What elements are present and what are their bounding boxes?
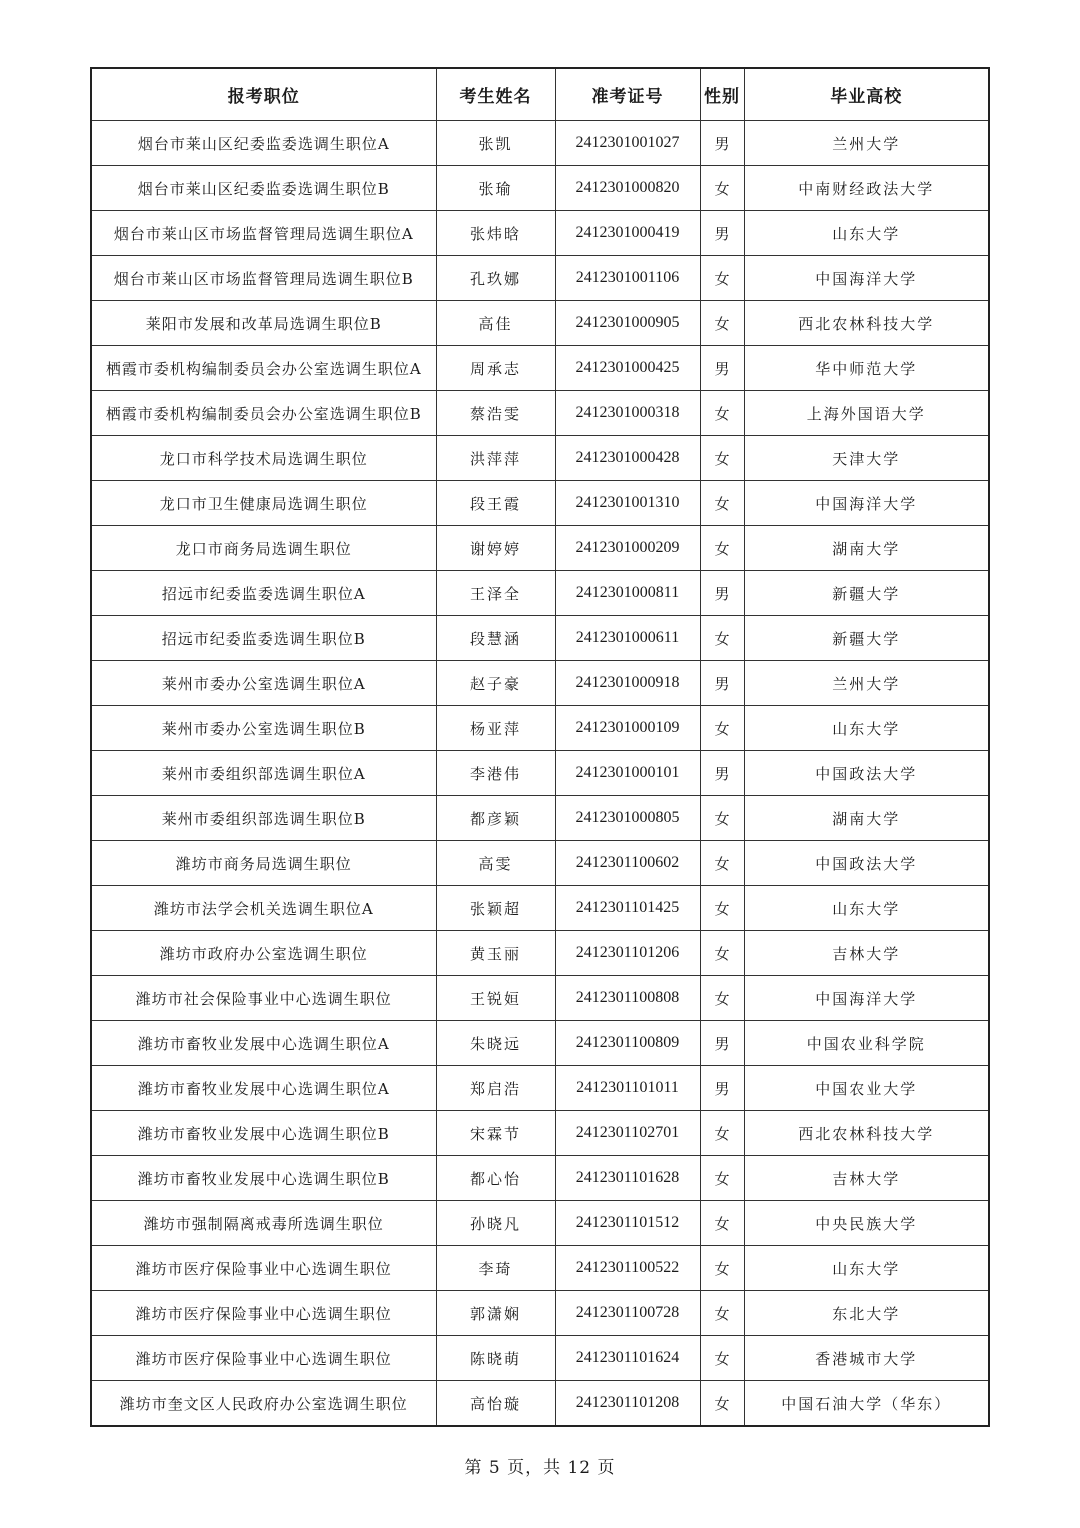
cell-exam-id: 2412301101208 bbox=[555, 1381, 700, 1427]
cell-candidate-name: 王锐姮 bbox=[436, 976, 555, 1021]
cell-candidate-name: 张瑜 bbox=[436, 166, 555, 211]
cell-exam-id: 2412301000101 bbox=[555, 751, 700, 796]
cell-exam-id: 2412301001106 bbox=[555, 256, 700, 301]
cell-school: 东北大学 bbox=[744, 1291, 989, 1336]
cell-school: 上海外国语大学 bbox=[744, 391, 989, 436]
cell-school: 中国政法大学 bbox=[744, 751, 989, 796]
table-row bbox=[91, 346, 989, 391]
table-row bbox=[91, 436, 989, 481]
cell-candidate-name: 郑启浩 bbox=[436, 1066, 555, 1111]
cell-school: 山东大学 bbox=[744, 211, 989, 256]
cell-candidate-name: 高雯 bbox=[436, 841, 555, 886]
cell-position: 栖霞市委机构编制委员会办公室选调生职位A bbox=[91, 346, 436, 391]
cell-exam-id: 2412301000419 bbox=[555, 211, 700, 256]
cell-gender: 男 bbox=[700, 346, 744, 391]
cell-school: 山东大学 bbox=[744, 706, 989, 751]
cell-school: 中央民族大学 bbox=[744, 1201, 989, 1246]
cell-candidate-name: 谢婷婷 bbox=[436, 526, 555, 571]
cell-exam-id: 2412301100808 bbox=[555, 976, 700, 1021]
table-row bbox=[91, 1201, 989, 1246]
cell-candidate-name: 段慧涵 bbox=[436, 616, 555, 661]
cell-gender: 男 bbox=[700, 211, 744, 256]
table-row bbox=[91, 796, 989, 841]
cell-gender: 女 bbox=[700, 481, 744, 526]
cell-gender: 女 bbox=[700, 796, 744, 841]
cell-position: 莱州市委组织部选调生职位B bbox=[91, 796, 436, 841]
cell-exam-id: 2412301001310 bbox=[555, 481, 700, 526]
header-name: 考生姓名 bbox=[436, 68, 555, 121]
cell-school: 吉林大学 bbox=[744, 931, 989, 976]
cell-school: 新疆大学 bbox=[744, 616, 989, 661]
cell-exam-id: 2412301100602 bbox=[555, 841, 700, 886]
table-row bbox=[91, 976, 989, 1021]
cell-exam-id: 2412301100728 bbox=[555, 1291, 700, 1336]
cell-school: 中南财经政法大学 bbox=[744, 166, 989, 211]
table-row bbox=[91, 886, 989, 931]
cell-position: 潍坊市政府办公室选调生职位 bbox=[91, 931, 436, 976]
cell-exam-id: 2412301000109 bbox=[555, 706, 700, 751]
cell-gender: 女 bbox=[700, 1111, 744, 1156]
cell-gender: 女 bbox=[700, 1291, 744, 1336]
table-row bbox=[91, 1336, 989, 1381]
cell-position: 龙口市卫生健康局选调生职位 bbox=[91, 481, 436, 526]
cell-school: 湖南大学 bbox=[744, 526, 989, 571]
cell-position: 招远市纪委监委选调生职位B bbox=[91, 616, 436, 661]
cell-gender: 女 bbox=[700, 391, 744, 436]
cell-school: 中国石油大学（华东） bbox=[744, 1381, 989, 1427]
cell-gender: 女 bbox=[700, 256, 744, 301]
cell-position: 莱州市委办公室选调生职位A bbox=[91, 661, 436, 706]
cell-position: 潍坊市医疗保险事业中心选调生职位 bbox=[91, 1246, 436, 1291]
cell-exam-id: 2412301101425 bbox=[555, 886, 700, 931]
cell-candidate-name: 黄玉丽 bbox=[436, 931, 555, 976]
cell-school: 吉林大学 bbox=[744, 1156, 989, 1201]
cell-candidate-name: 蔡浩雯 bbox=[436, 391, 555, 436]
cell-gender: 女 bbox=[700, 841, 744, 886]
cell-gender: 男 bbox=[700, 751, 744, 796]
table-row bbox=[91, 481, 989, 526]
cell-position: 潍坊市医疗保险事业中心选调生职位 bbox=[91, 1291, 436, 1336]
cell-school: 湖南大学 bbox=[744, 796, 989, 841]
table-row bbox=[91, 256, 989, 301]
table-row bbox=[91, 1111, 989, 1156]
table-row bbox=[91, 1066, 989, 1111]
cell-school: 新疆大学 bbox=[744, 571, 989, 616]
cell-school: 中国政法大学 bbox=[744, 841, 989, 886]
cell-position: 龙口市商务局选调生职位 bbox=[91, 526, 436, 571]
header-school: 毕业高校 bbox=[744, 68, 989, 121]
cell-position: 潍坊市畜牧业发展中心选调生职位A bbox=[91, 1021, 436, 1066]
cell-position: 潍坊市法学会机关选调生职位A bbox=[91, 886, 436, 931]
cell-candidate-name: 李琦 bbox=[436, 1246, 555, 1291]
cell-school: 中国农业科学院 bbox=[744, 1021, 989, 1066]
cell-candidate-name: 张颖超 bbox=[436, 886, 555, 931]
cell-exam-id: 2412301000905 bbox=[555, 301, 700, 346]
cell-gender: 男 bbox=[700, 571, 744, 616]
cell-school: 山东大学 bbox=[744, 886, 989, 931]
cell-position: 莱阳市发展和改革局选调生职位B bbox=[91, 301, 436, 346]
cell-exam-id: 2412301000209 bbox=[555, 526, 700, 571]
cell-gender: 女 bbox=[700, 1336, 744, 1381]
cell-candidate-name: 杨亚萍 bbox=[436, 706, 555, 751]
table-row bbox=[91, 1291, 989, 1336]
table-row bbox=[91, 751, 989, 796]
cell-gender: 男 bbox=[700, 121, 744, 166]
cell-candidate-name: 都彦颖 bbox=[436, 796, 555, 841]
cell-exam-id: 2412301101628 bbox=[555, 1156, 700, 1201]
cell-gender: 女 bbox=[700, 526, 744, 571]
candidate-table-container bbox=[90, 67, 988, 1427]
cell-candidate-name: 孙晓凡 bbox=[436, 1201, 555, 1246]
cell-position: 招远市纪委监委选调生职位A bbox=[91, 571, 436, 616]
table-row bbox=[91, 571, 989, 616]
cell-gender: 女 bbox=[700, 1246, 744, 1291]
cell-position: 潍坊市奎文区人民政府办公室选调生职位 bbox=[91, 1381, 436, 1427]
cell-candidate-name: 段王霞 bbox=[436, 481, 555, 526]
cell-gender: 女 bbox=[700, 886, 744, 931]
cell-exam-id: 2412301101206 bbox=[555, 931, 700, 976]
table-row bbox=[91, 166, 989, 211]
cell-position: 潍坊市畜牧业发展中心选调生职位B bbox=[91, 1111, 436, 1156]
table-body bbox=[91, 121, 989, 1427]
cell-gender: 女 bbox=[700, 706, 744, 751]
cell-gender: 男 bbox=[700, 1066, 744, 1111]
table-row bbox=[91, 121, 989, 166]
table-row bbox=[91, 706, 989, 751]
cell-candidate-name: 孔玖娜 bbox=[436, 256, 555, 301]
cell-gender: 女 bbox=[700, 616, 744, 661]
cell-exam-id: 2412301101512 bbox=[555, 1201, 700, 1246]
cell-candidate-name: 陈晓萌 bbox=[436, 1336, 555, 1381]
cell-school: 西北农林科技大学 bbox=[744, 301, 989, 346]
cell-school: 中国海洋大学 bbox=[744, 481, 989, 526]
cell-candidate-name: 张凯 bbox=[436, 121, 555, 166]
header-gender: 性别 bbox=[700, 68, 744, 121]
cell-candidate-name: 朱晓远 bbox=[436, 1021, 555, 1066]
cell-school: 中国农业大学 bbox=[744, 1066, 989, 1111]
table-row bbox=[91, 301, 989, 346]
table-row bbox=[91, 1381, 989, 1427]
cell-school: 中国海洋大学 bbox=[744, 256, 989, 301]
cell-exam-id: 2412301000425 bbox=[555, 346, 700, 391]
table-row bbox=[91, 211, 989, 256]
cell-exam-id: 2412301000428 bbox=[555, 436, 700, 481]
cell-position: 潍坊市医疗保险事业中心选调生职位 bbox=[91, 1336, 436, 1381]
cell-position: 潍坊市畜牧业发展中心选调生职位A bbox=[91, 1066, 436, 1111]
cell-candidate-name: 李港伟 bbox=[436, 751, 555, 796]
cell-position: 烟台市莱山区市场监督管理局选调生职位A bbox=[91, 211, 436, 256]
cell-exam-id: 2412301000811 bbox=[555, 571, 700, 616]
table-row bbox=[91, 1156, 989, 1201]
table-row bbox=[91, 841, 989, 886]
table-row bbox=[91, 1246, 989, 1291]
cell-gender: 女 bbox=[700, 976, 744, 1021]
cell-gender: 女 bbox=[700, 1156, 744, 1201]
cell-school: 兰州大学 bbox=[744, 661, 989, 706]
cell-gender: 女 bbox=[700, 1201, 744, 1246]
cell-position: 烟台市莱山区市场监督管理局选调生职位B bbox=[91, 256, 436, 301]
cell-exam-id: 2412301102701 bbox=[555, 1111, 700, 1156]
cell-gender: 女 bbox=[700, 931, 744, 976]
cell-gender: 女 bbox=[700, 301, 744, 346]
cell-school: 华中师范大学 bbox=[744, 346, 989, 391]
candidate-table bbox=[90, 67, 990, 1427]
cell-school: 兰州大学 bbox=[744, 121, 989, 166]
cell-exam-id: 2412301000918 bbox=[555, 661, 700, 706]
cell-school: 中国海洋大学 bbox=[744, 976, 989, 1021]
table-row bbox=[91, 616, 989, 661]
cell-exam-id: 2412301101011 bbox=[555, 1066, 700, 1111]
cell-exam-id: 2412301101624 bbox=[555, 1336, 700, 1381]
cell-candidate-name: 郭潇娴 bbox=[436, 1291, 555, 1336]
cell-gender: 女 bbox=[700, 166, 744, 211]
table-row bbox=[91, 661, 989, 706]
cell-position: 烟台市莱山区纪委监委选调生职位A bbox=[91, 121, 436, 166]
cell-position: 潍坊市社会保险事业中心选调生职位 bbox=[91, 976, 436, 1021]
cell-school: 西北农林科技大学 bbox=[744, 1111, 989, 1156]
table-row bbox=[91, 1021, 989, 1066]
cell-exam-id: 2412301001027 bbox=[555, 121, 700, 166]
cell-candidate-name: 王泽全 bbox=[436, 571, 555, 616]
cell-gender: 女 bbox=[700, 436, 744, 481]
cell-gender: 男 bbox=[700, 661, 744, 706]
table-row bbox=[91, 931, 989, 976]
cell-candidate-name: 高佳 bbox=[436, 301, 555, 346]
cell-position: 潍坊市畜牧业发展中心选调生职位B bbox=[91, 1156, 436, 1201]
cell-position: 潍坊市商务局选调生职位 bbox=[91, 841, 436, 886]
cell-candidate-name: 洪萍萍 bbox=[436, 436, 555, 481]
page-number: 第 5 页，共 12 页 bbox=[464, 1458, 616, 1478]
table-header bbox=[91, 68, 989, 121]
cell-school: 山东大学 bbox=[744, 1246, 989, 1291]
cell-candidate-name: 张炜晗 bbox=[436, 211, 555, 256]
cell-exam-id: 2412301000611 bbox=[555, 616, 700, 661]
cell-position: 潍坊市强制隔离戒毒所选调生职位 bbox=[91, 1201, 436, 1246]
cell-position: 莱州市委组织部选调生职位A bbox=[91, 751, 436, 796]
cell-position: 栖霞市委机构编制委员会办公室选调生职位B bbox=[91, 391, 436, 436]
cell-candidate-name: 都心怡 bbox=[436, 1156, 555, 1201]
cell-candidate-name: 周承志 bbox=[436, 346, 555, 391]
header-position: 报考职位 bbox=[91, 68, 436, 121]
cell-gender: 女 bbox=[700, 1381, 744, 1427]
table-row bbox=[91, 391, 989, 436]
cell-exam-id: 2412301000805 bbox=[555, 796, 700, 841]
cell-exam-id: 2412301100522 bbox=[555, 1246, 700, 1291]
table-row bbox=[91, 526, 989, 571]
cell-position: 莱州市委办公室选调生职位B bbox=[91, 706, 436, 751]
cell-candidate-name: 宋霖节 bbox=[436, 1111, 555, 1156]
cell-exam-id: 2412301000318 bbox=[555, 391, 700, 436]
cell-school: 香港城市大学 bbox=[744, 1336, 989, 1381]
cell-gender: 男 bbox=[700, 1021, 744, 1066]
cell-exam-id: 2412301000820 bbox=[555, 166, 700, 211]
cell-candidate-name: 高怡璇 bbox=[436, 1381, 555, 1427]
cell-exam-id: 2412301100809 bbox=[555, 1021, 700, 1066]
cell-position: 龙口市科学技术局选调生职位 bbox=[91, 436, 436, 481]
cell-school: 天津大学 bbox=[744, 436, 989, 481]
header-exam-id: 准考证号 bbox=[555, 68, 700, 121]
cell-position: 烟台市莱山区纪委监委选调生职位B bbox=[91, 166, 436, 211]
header-row bbox=[91, 68, 989, 121]
cell-candidate-name: 赵子豪 bbox=[436, 661, 555, 706]
